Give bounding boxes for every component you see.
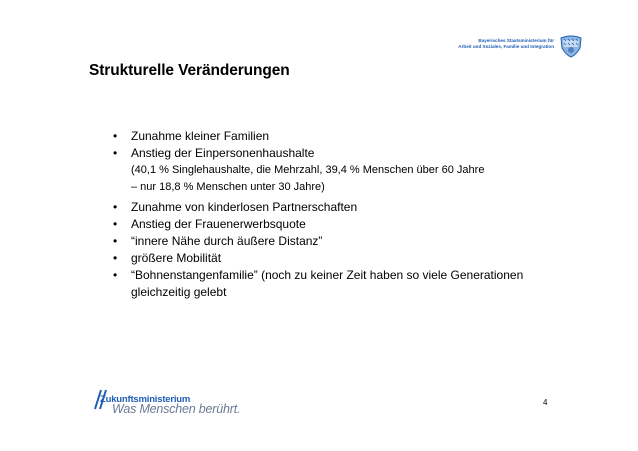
bullet-item bbox=[113, 145, 533, 162]
statistics-note-line-1: (40,1 % Singlehaushalte, die Mehrzahl, 39,4 % Menschen über 60 Jahre bbox=[131, 164, 485, 176]
slide-title: Strukturelle Veränderungen bbox=[89, 62, 290, 79]
ministry-line-2: Arbeit und Soziales, Familie und Integration bbox=[458, 44, 554, 49]
bullet-glyph: • bbox=[113, 200, 118, 214]
bullet-glyph: • bbox=[113, 146, 118, 160]
bullet-text: Zunahme von kinderlosen Partnerschaften bbox=[131, 200, 358, 214]
bullet-glyph: • bbox=[113, 268, 118, 282]
bullet-glyph: • bbox=[113, 129, 118, 143]
bullet-glyph: • bbox=[113, 234, 118, 248]
bullet-text: “innere Nähe durch äußere Distanz” bbox=[131, 234, 323, 248]
bullet-text: Anstieg der Frauenerwerbsquote bbox=[131, 217, 306, 231]
statistics-note-line-2: – nur 18,8 % Menschen unter 30 Jahre) bbox=[131, 181, 325, 193]
bullet-text: “Bohnenstangenfamilie” (noch zu keiner Zeit haben so viele Generationen gleichzeitig gelebt bbox=[131, 268, 524, 299]
statistics-note bbox=[131, 162, 533, 196]
ministry-line-1: Bayerisches Staatsministerium für bbox=[478, 38, 554, 43]
bullet-item bbox=[113, 216, 533, 233]
bullet-glyph: • bbox=[113, 251, 118, 265]
brand-tagline: Was Menschen berührt. bbox=[112, 402, 241, 416]
bullet-text: Zunahme kleiner Familien bbox=[131, 129, 270, 143]
bullet-item bbox=[113, 233, 533, 250]
bullet-glyph: • bbox=[113, 217, 118, 231]
bavarian-crest-icon bbox=[558, 34, 584, 56]
bullet-item bbox=[113, 128, 533, 145]
brand-name: Zukunftsministerium bbox=[100, 394, 191, 405]
bullet-text: größere Mobilität bbox=[131, 251, 222, 265]
page-number: 4 bbox=[543, 398, 548, 407]
bullet-list bbox=[113, 128, 533, 301]
bullet-text: Anstieg der Einpersonenhaushalte bbox=[131, 146, 315, 160]
bullet-item bbox=[113, 199, 533, 216]
ministry-header bbox=[458, 38, 584, 56]
bullet-item bbox=[113, 267, 533, 301]
bullet-item bbox=[113, 250, 533, 267]
ministry-name bbox=[458, 38, 554, 50]
